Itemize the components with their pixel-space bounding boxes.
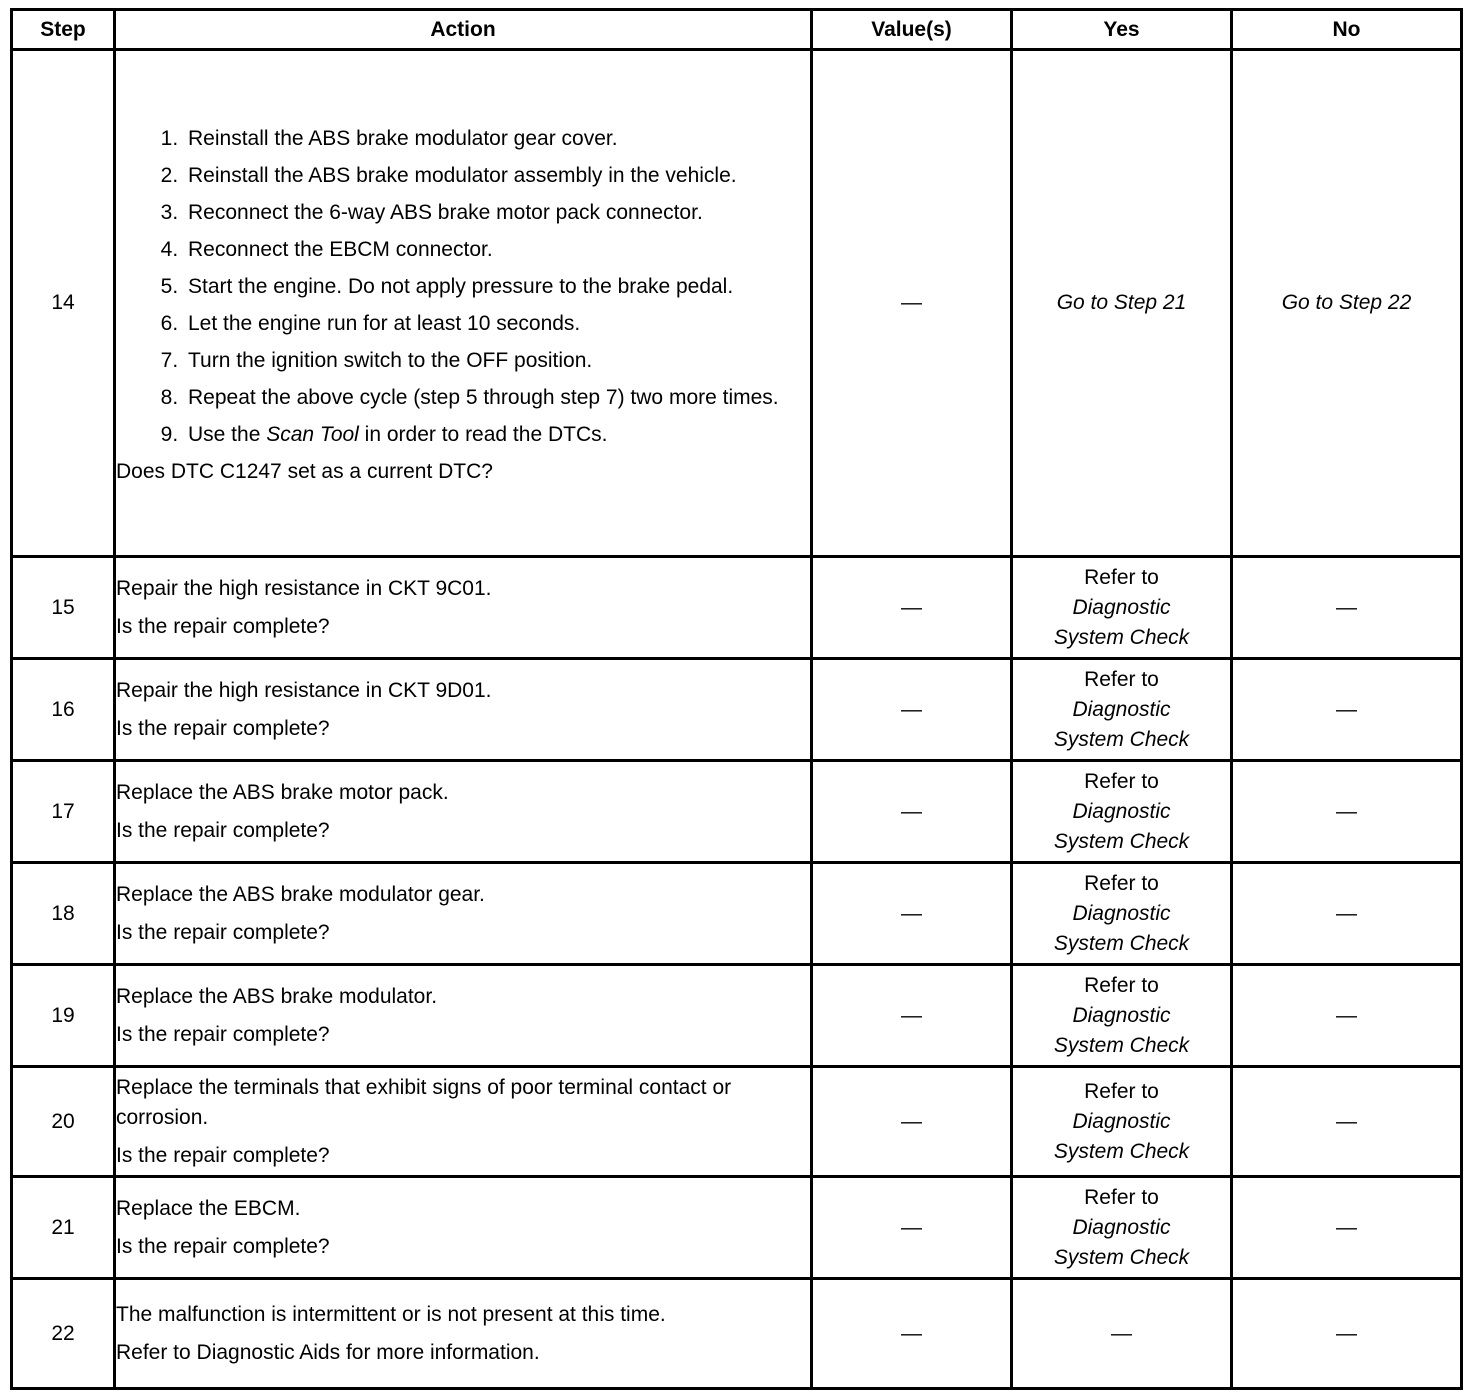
refer-text: Refer to bbox=[1084, 769, 1159, 793]
refer-text: Refer to bbox=[1084, 871, 1159, 895]
refer-link bbox=[1013, 695, 1230, 755]
procedure-item: 4. Reconnect the EBCM connector. bbox=[184, 235, 810, 264]
table-row-step-17 bbox=[12, 761, 1462, 863]
refer-link-line: System Check bbox=[1053, 625, 1190, 649]
value-cell: — bbox=[812, 1279, 1012, 1389]
header-step: Step bbox=[12, 10, 115, 50]
yes-cell bbox=[1012, 761, 1232, 863]
step-number: 20 bbox=[12, 1067, 115, 1177]
yes-cell bbox=[1012, 965, 1232, 1067]
refer-link-line: Diagnostic bbox=[1072, 901, 1171, 925]
action-text: Refer to Diagnostic Aids for more information. bbox=[116, 1340, 540, 1364]
value-cell: — bbox=[812, 659, 1012, 761]
no-cell: — bbox=[1232, 1279, 1462, 1389]
step-number: 14 bbox=[12, 50, 115, 557]
no-cell: — bbox=[1232, 1177, 1462, 1279]
refer-link-line: Diagnostic bbox=[1072, 1215, 1171, 1239]
table-row-step-22 bbox=[12, 1279, 1462, 1389]
value-cell: — bbox=[812, 557, 1012, 659]
value-cell: — bbox=[812, 863, 1012, 965]
action-cell bbox=[115, 965, 812, 1067]
action-text: Replace the ABS brake modulator. bbox=[116, 984, 438, 1008]
procedure-item: 2. Reinstall the ABS brake modulator assembly in the vehicle. bbox=[184, 161, 810, 190]
question-text: Is the repair complete? bbox=[116, 716, 330, 740]
question-text: Is the repair complete? bbox=[116, 1143, 330, 1167]
text-run: Use the bbox=[188, 422, 267, 446]
header-action: Action bbox=[115, 10, 812, 50]
step-number: 17 bbox=[12, 761, 115, 863]
no-cell: — bbox=[1232, 1067, 1462, 1177]
refer-link-line: System Check bbox=[1053, 829, 1190, 853]
yes-cell bbox=[1012, 1067, 1232, 1177]
yes-cell: Go to Step 21 bbox=[1012, 50, 1232, 557]
action-cell bbox=[115, 1177, 812, 1279]
procedure-item: 1. Reinstall the ABS brake modulator gear cover. bbox=[184, 124, 810, 153]
refer-text: Refer to bbox=[1084, 565, 1159, 589]
action-cell bbox=[115, 1067, 812, 1177]
action-text: Replace the ABS brake motor pack. bbox=[116, 780, 449, 804]
step-number: 22 bbox=[12, 1279, 115, 1389]
no-cell: — bbox=[1232, 965, 1462, 1067]
action-cell bbox=[115, 1279, 812, 1389]
procedure-item: 3. Reconnect the 6-way ABS brake motor pack connector. bbox=[184, 198, 810, 227]
table-row-step-19 bbox=[12, 965, 1462, 1067]
table-row-step-14 bbox=[12, 50, 1462, 557]
no-cell: Go to Step 22 bbox=[1232, 50, 1462, 557]
refer-link bbox=[1013, 797, 1230, 857]
yes-cell bbox=[1012, 659, 1232, 761]
action-cell bbox=[115, 557, 812, 659]
step-number: 19 bbox=[12, 965, 115, 1067]
table-row-step-15 bbox=[12, 557, 1462, 659]
question-text: Is the repair complete? bbox=[116, 1022, 330, 1046]
action-text: Replace the EBCM. bbox=[116, 1196, 301, 1220]
action-cell bbox=[115, 659, 812, 761]
header-yes: Yes bbox=[1012, 10, 1232, 50]
question-text: Is the repair complete? bbox=[116, 614, 330, 638]
step-number: 18 bbox=[12, 863, 115, 965]
refer-link bbox=[1013, 1001, 1230, 1061]
no-cell: — bbox=[1232, 761, 1462, 863]
refer-link bbox=[1013, 593, 1230, 653]
action-text: Replace the ABS brake modulator gear. bbox=[116, 882, 485, 906]
table-row-step-18 bbox=[12, 863, 1462, 965]
refer-link-line: System Check bbox=[1053, 1245, 1190, 1269]
procedure-item bbox=[184, 420, 810, 449]
refer-text: Refer to bbox=[1084, 973, 1159, 997]
procedure-item: 6. Let the engine run for at least 10 seconds. bbox=[184, 309, 810, 338]
refer-link-line: Diagnostic bbox=[1072, 595, 1171, 619]
action-text: Repair the high resistance in CKT 9D01. bbox=[116, 678, 492, 702]
no-cell: — bbox=[1232, 557, 1462, 659]
yes-cell: — bbox=[1012, 1279, 1232, 1389]
refer-link-line: Diagnostic bbox=[1072, 799, 1171, 823]
refer-link-line: System Check bbox=[1053, 1139, 1190, 1163]
action-cell bbox=[115, 761, 812, 863]
refer-link bbox=[1013, 1213, 1230, 1273]
refer-link-line: Diagnostic bbox=[1072, 1109, 1171, 1133]
refer-link bbox=[1013, 1107, 1230, 1167]
procedure-list bbox=[116, 124, 810, 449]
action-text: The malfunction is intermittent or is not present at this time. bbox=[116, 1302, 666, 1326]
step-number: 15 bbox=[12, 557, 115, 659]
yes-cell bbox=[1012, 863, 1232, 965]
header-row bbox=[12, 10, 1462, 50]
table-row-step-16 bbox=[12, 659, 1462, 761]
table-row-step-20 bbox=[12, 1067, 1462, 1177]
refer-text: Refer to bbox=[1084, 667, 1159, 691]
refer-link-line: Diagnostic bbox=[1072, 1003, 1171, 1027]
refer-text: Refer to bbox=[1084, 1185, 1159, 1209]
step-number: 16 bbox=[12, 659, 115, 761]
value-cell: — bbox=[812, 965, 1012, 1067]
refer-link-line: System Check bbox=[1053, 1033, 1190, 1057]
procedure-item: 5. Start the engine. Do not apply pressure to the brake pedal. bbox=[184, 272, 810, 301]
question-text: Does DTC C1247 set as a current DTC? bbox=[116, 459, 493, 483]
action-text: Replace the terminals that exhibit signs of poor terminal contact or corrosion. bbox=[116, 1075, 732, 1129]
question-text: Is the repair complete? bbox=[116, 1234, 330, 1258]
yes-cell bbox=[1012, 557, 1232, 659]
header-no: No bbox=[1232, 10, 1462, 50]
yes-cell bbox=[1012, 1177, 1232, 1279]
table-row-step-21 bbox=[12, 1177, 1462, 1279]
value-cell: — bbox=[812, 1067, 1012, 1177]
procedure-item: 8. Repeat the above cycle (step 5 through step 7) two more times. bbox=[184, 383, 810, 412]
question-text: Is the repair complete? bbox=[116, 920, 330, 944]
refer-link bbox=[1013, 899, 1230, 959]
scan-tool-term: Scan Tool bbox=[266, 422, 359, 446]
refer-link-line: System Check bbox=[1053, 727, 1190, 751]
action-cell bbox=[115, 50, 812, 557]
diagnostic-table bbox=[10, 8, 1463, 1390]
text-run: in order to read the DTCs. bbox=[358, 422, 608, 446]
refer-link-line: Diagnostic bbox=[1072, 697, 1171, 721]
question-text: Is the repair complete? bbox=[116, 818, 330, 842]
value-cell: — bbox=[812, 1177, 1012, 1279]
value-cell: — bbox=[812, 761, 1012, 863]
no-cell: — bbox=[1232, 659, 1462, 761]
value-cell: — bbox=[812, 50, 1012, 557]
no-cell: — bbox=[1232, 863, 1462, 965]
procedure-item: 7. Turn the ignition switch to the OFF position. bbox=[184, 346, 810, 375]
refer-text: Refer to bbox=[1084, 1079, 1159, 1103]
action-text: Repair the high resistance in CKT 9C01. bbox=[116, 576, 492, 600]
action-cell bbox=[115, 863, 812, 965]
header-values: Value(s) bbox=[812, 10, 1012, 50]
step-number: 21 bbox=[12, 1177, 115, 1279]
refer-link-line: System Check bbox=[1053, 931, 1190, 955]
